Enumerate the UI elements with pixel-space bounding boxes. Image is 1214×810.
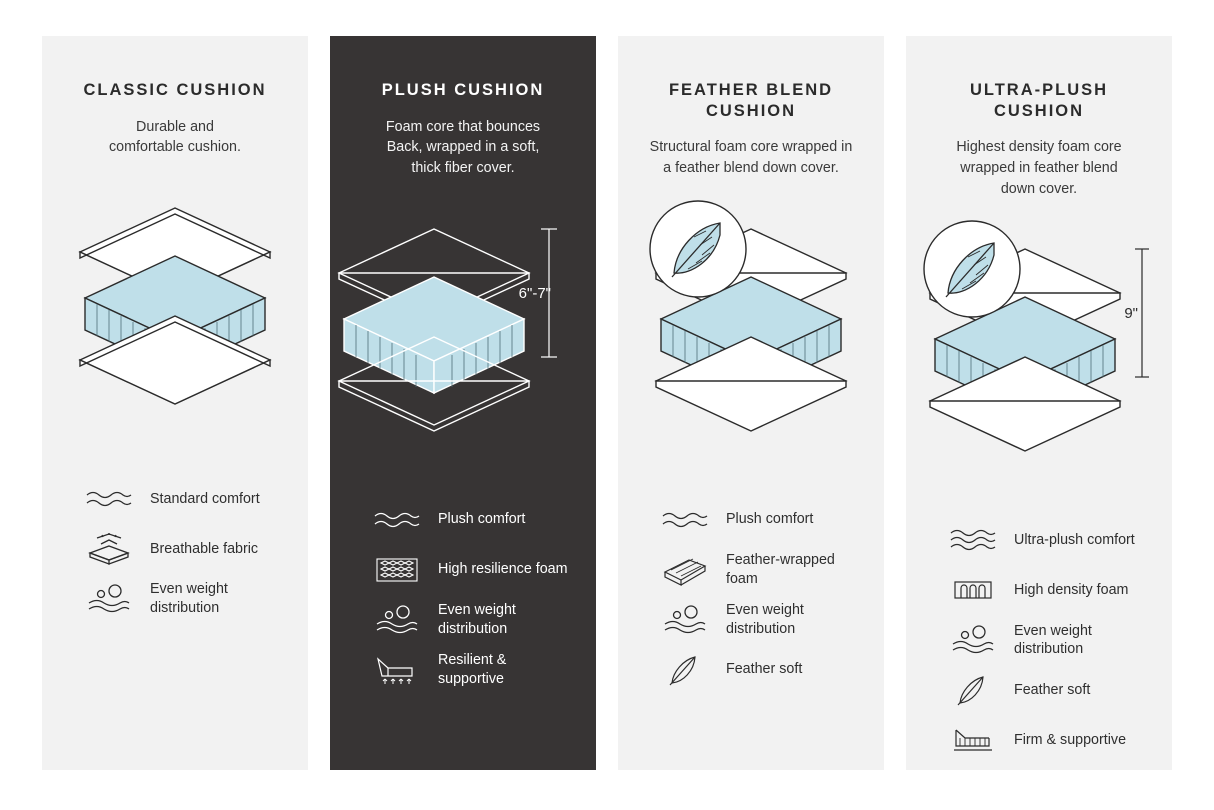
feature-label: High resilience foam [438, 561, 568, 578]
card-description [352, 117, 574, 179]
card-description-line: a feather blend down cover. [663, 159, 839, 176]
wave-icon [658, 509, 712, 531]
feature-list [352, 495, 574, 695]
feature-item[interactable] [928, 715, 1150, 765]
feature-label: Standard comfort [150, 490, 260, 507]
card-ultra-plush-cushion[interactable] [906, 36, 1172, 770]
feature-item[interactable] [640, 545, 862, 595]
feature-label: Firm & supportive [1014, 732, 1127, 749]
feather-icon [946, 673, 1000, 707]
card-description [640, 137, 862, 178]
feature-item[interactable] [352, 645, 574, 695]
feather-badge [924, 221, 1020, 317]
even-weight-distribution-icon [82, 582, 136, 616]
feature-label: Breathable fabric [150, 540, 259, 557]
thickness-label: 6"-7" [518, 284, 552, 302]
feature-label: Feather-wrapped foam [726, 552, 835, 587]
card-description-line: thick fiber cover. [411, 160, 515, 177]
layer-stack-svg [914, 217, 1164, 449]
feature-item[interactable] [352, 495, 574, 545]
feature-item[interactable] [928, 665, 1150, 715]
card-description-line: comfortable cushion. [109, 139, 241, 156]
feature-label: Even weight distribution [726, 602, 804, 637]
feature-item[interactable] [640, 645, 862, 695]
feature-list [928, 515, 1150, 765]
card-description-line: Highest density foam core [956, 139, 1122, 156]
feature-item[interactable] [352, 545, 574, 595]
feature-item[interactable] [928, 615, 1150, 665]
feature-label: Feather soft [726, 661, 803, 678]
card-title-text: ULTRA-PLUSH CUSHION [969, 81, 1109, 120]
card-title [640, 80, 862, 121]
layer-stack-svg [330, 197, 579, 427]
layer-stack [914, 217, 1164, 449]
card-description [64, 117, 286, 158]
card-description-line: Durable and [136, 118, 214, 135]
card-feather-blend-cushion[interactable] [618, 36, 884, 770]
feature-item[interactable] [64, 574, 286, 624]
card-description-line: wrapped in feather blend [960, 159, 1118, 176]
high-density-foam-icon [946, 575, 1000, 605]
breathable-fabric-icon [82, 532, 136, 566]
feature-item[interactable] [64, 524, 286, 574]
card-description-line: Back, wrapped in a soft, [386, 139, 540, 156]
layer-stack-svg [640, 197, 862, 429]
feature-label: Resilient & supportive [438, 652, 507, 687]
cushion-layer-diagram [928, 217, 1150, 507]
card-title-text: PLUSH CUSHION [381, 81, 545, 99]
cushion-layer-diagram [640, 197, 862, 487]
resilient-support-icon [370, 653, 424, 687]
layer-stack [330, 197, 579, 427]
feature-list [64, 474, 286, 624]
card-title [64, 80, 286, 101]
honeycomb-foam-icon [370, 554, 424, 586]
feature-label: Plush comfort [438, 511, 526, 528]
feature-label: Even weight distribution [1014, 622, 1092, 658]
feature-list [640, 495, 862, 695]
card-title-text: FEATHER BLEND CUSHION [668, 81, 834, 120]
feature-label: Feather soft [1014, 682, 1091, 699]
feature-label: Even weight distribution [150, 581, 228, 617]
cushion-layer-diagram [352, 197, 574, 487]
layer-stack [640, 197, 862, 429]
feather-icon [658, 653, 712, 687]
feature-item[interactable] [352, 595, 574, 645]
feature-item[interactable] [928, 515, 1150, 565]
feature-label: High density foam [1014, 582, 1129, 599]
card-description [928, 137, 1150, 199]
card-title [928, 80, 1150, 121]
feature-item[interactable] [64, 474, 286, 524]
thickness-label: 9" [1124, 305, 1138, 323]
card-title [352, 80, 574, 101]
feature-item[interactable] [928, 565, 1150, 615]
card-plush-cushion[interactable] [330, 36, 596, 770]
even-weight-distribution-icon [946, 623, 1000, 657]
cushion-layer-diagram [64, 176, 286, 466]
layer-stack [70, 176, 280, 406]
even-weight-distribution-icon [658, 603, 712, 637]
card-description-line: Foam core that bounces [385, 118, 541, 135]
wave-icon [946, 527, 1000, 553]
feature-label: Plush comfort [726, 511, 814, 528]
card-classic-cushion[interactable] [42, 36, 308, 770]
feature-label: Even weight distribution [438, 602, 516, 637]
feature-label: Ultra-plush comfort [1014, 532, 1135, 549]
card-title-text: CLASSIC CUSHION [83, 81, 267, 99]
feature-item[interactable] [640, 495, 862, 545]
feather-badge [650, 201, 746, 297]
firm-support-icon [946, 724, 1000, 756]
card-description-line: down cover. [1000, 180, 1078, 197]
wave-icon [370, 509, 424, 531]
even-weight-distribution-icon [370, 603, 424, 637]
feature-item[interactable] [640, 595, 862, 645]
card-description-line: Structural foam core wrapped in [649, 139, 853, 156]
wave-icon [82, 488, 136, 510]
feather-wrapped-foam-icon [658, 554, 712, 586]
layer-stack-svg [70, 176, 280, 406]
